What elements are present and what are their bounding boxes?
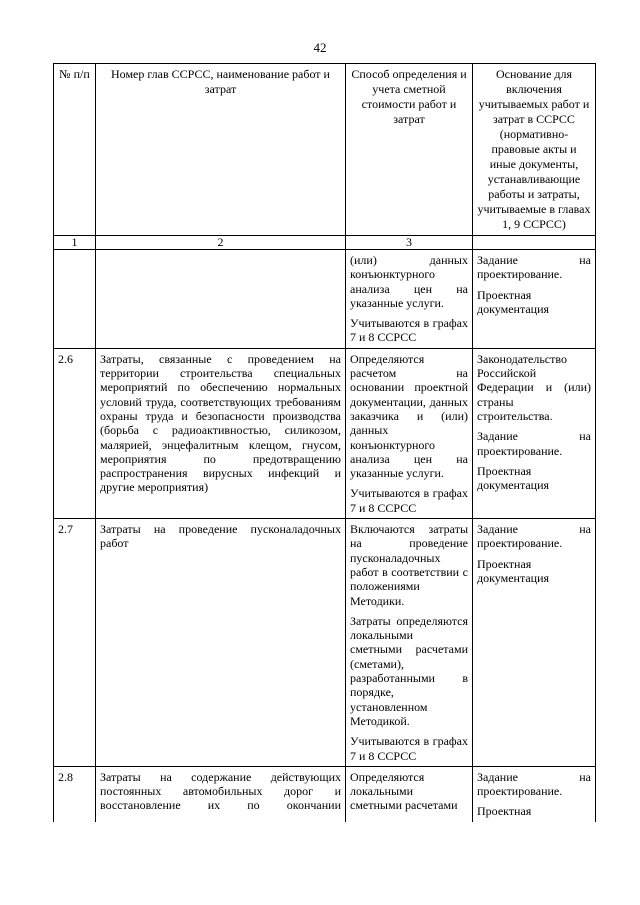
header-basis: Основание для включения учитываемых работ и затрат в ССРСС (нормативно-правовые акты и иные документы, устанавливающие работы и затраты, учитываемые в главах 1, 9 ССРСС) — [473, 64, 596, 236]
row-number: 2.8 — [54, 766, 96, 821]
row-method — [346, 766, 473, 821]
basis-paragraph: Проектная документация — [477, 287, 550, 316]
basis-paragraph: Проектная документация — [477, 463, 550, 493]
row-method — [346, 250, 473, 349]
table-row — [54, 348, 596, 518]
basis-paragraph: Проектная документация — [477, 556, 550, 585]
basis-paragraph: Задание на проектирование. — [477, 522, 591, 551]
header-method: Способ определения и учета сметной стоимости работ и затрат — [346, 64, 473, 236]
basis-paragraph: Законодательство Российской Федерации и (или) страны строительства. — [477, 351, 591, 423]
table-row — [54, 766, 596, 821]
row-number: 2.6 — [54, 348, 96, 518]
row-name: Затраты на проведение пусконаладочных работ — [96, 519, 346, 767]
method-paragraph: Затраты определяются локальными сметными расчетами (сметами), разработанными в порядке, установленном Методикой. — [350, 613, 468, 728]
column-number-2: 2 — [96, 236, 346, 250]
row-method — [346, 519, 473, 767]
method-paragraph: Учитываются в графах 7 и 8 ССРСС — [350, 734, 468, 763]
method-paragraph: Включаются затраты на проведение пусконаладочных работ в соответствии с положениями Методики. — [350, 522, 468, 608]
column-number-4 — [473, 236, 596, 250]
row-name — [96, 250, 346, 349]
table-row — [54, 519, 596, 767]
basis-paragraph: Задание на проектирование. — [477, 429, 591, 458]
row-basis — [473, 250, 596, 349]
header-chapter-name: Номер глав ССРСС, наименование работ и затрат — [96, 64, 346, 236]
method-paragraph: Учитываются в графах 7 и 8 ССРСС — [350, 316, 468, 345]
method-paragraph: Определяются расчетом на основании проектной документации, данных заказчика и (или) данных конъюнктурного анализа цен на указанные услуги. — [350, 351, 468, 481]
row-number — [54, 250, 96, 349]
table-row — [54, 250, 596, 349]
method-paragraph: (или) данных конъюнктурного анализа цен на указанные услуги. — [350, 253, 468, 310]
page-number: 42 — [313, 40, 327, 55]
method-paragraph: Учитываются в графах 7 и 8 ССРСС — [350, 486, 468, 515]
row-basis — [473, 766, 596, 821]
basis-paragraph: Проектная — [477, 804, 532, 819]
basis-paragraph: Задание на проектирование. — [477, 769, 591, 799]
table-header-row — [54, 64, 596, 236]
row-basis — [473, 519, 596, 767]
row-name-text: Затраты на содержание действующих постоянных автомобильных дорог и восстановление их по окончании — [100, 769, 341, 813]
method-paragraph: Определяются локальными сметными расчетами — [350, 769, 458, 813]
row-name — [96, 766, 346, 821]
row-name: Затраты, связанные с проведением на территории строительства специальных мероприятий по обеспечению нормальных условий труда, соответствующих требованиям охраны труда и безопасности производства (борьба с радиоактивностью, силикозом, малярией, энцефалитным клещом, гнусом, мероприятия по предотвращению распространения вирусных инфекций и другие мероприятия) — [96, 348, 346, 518]
basis-paragraph: Задание на проектирование. — [477, 253, 591, 282]
header-number: № п/п — [54, 64, 96, 236]
column-number-row — [54, 236, 596, 250]
column-number-1: 1 — [54, 236, 96, 250]
row-number: 2.7 — [54, 519, 96, 767]
row-basis — [473, 348, 596, 518]
column-number-3: 3 — [346, 236, 473, 250]
cost-table — [53, 63, 596, 822]
row-method — [346, 348, 473, 518]
